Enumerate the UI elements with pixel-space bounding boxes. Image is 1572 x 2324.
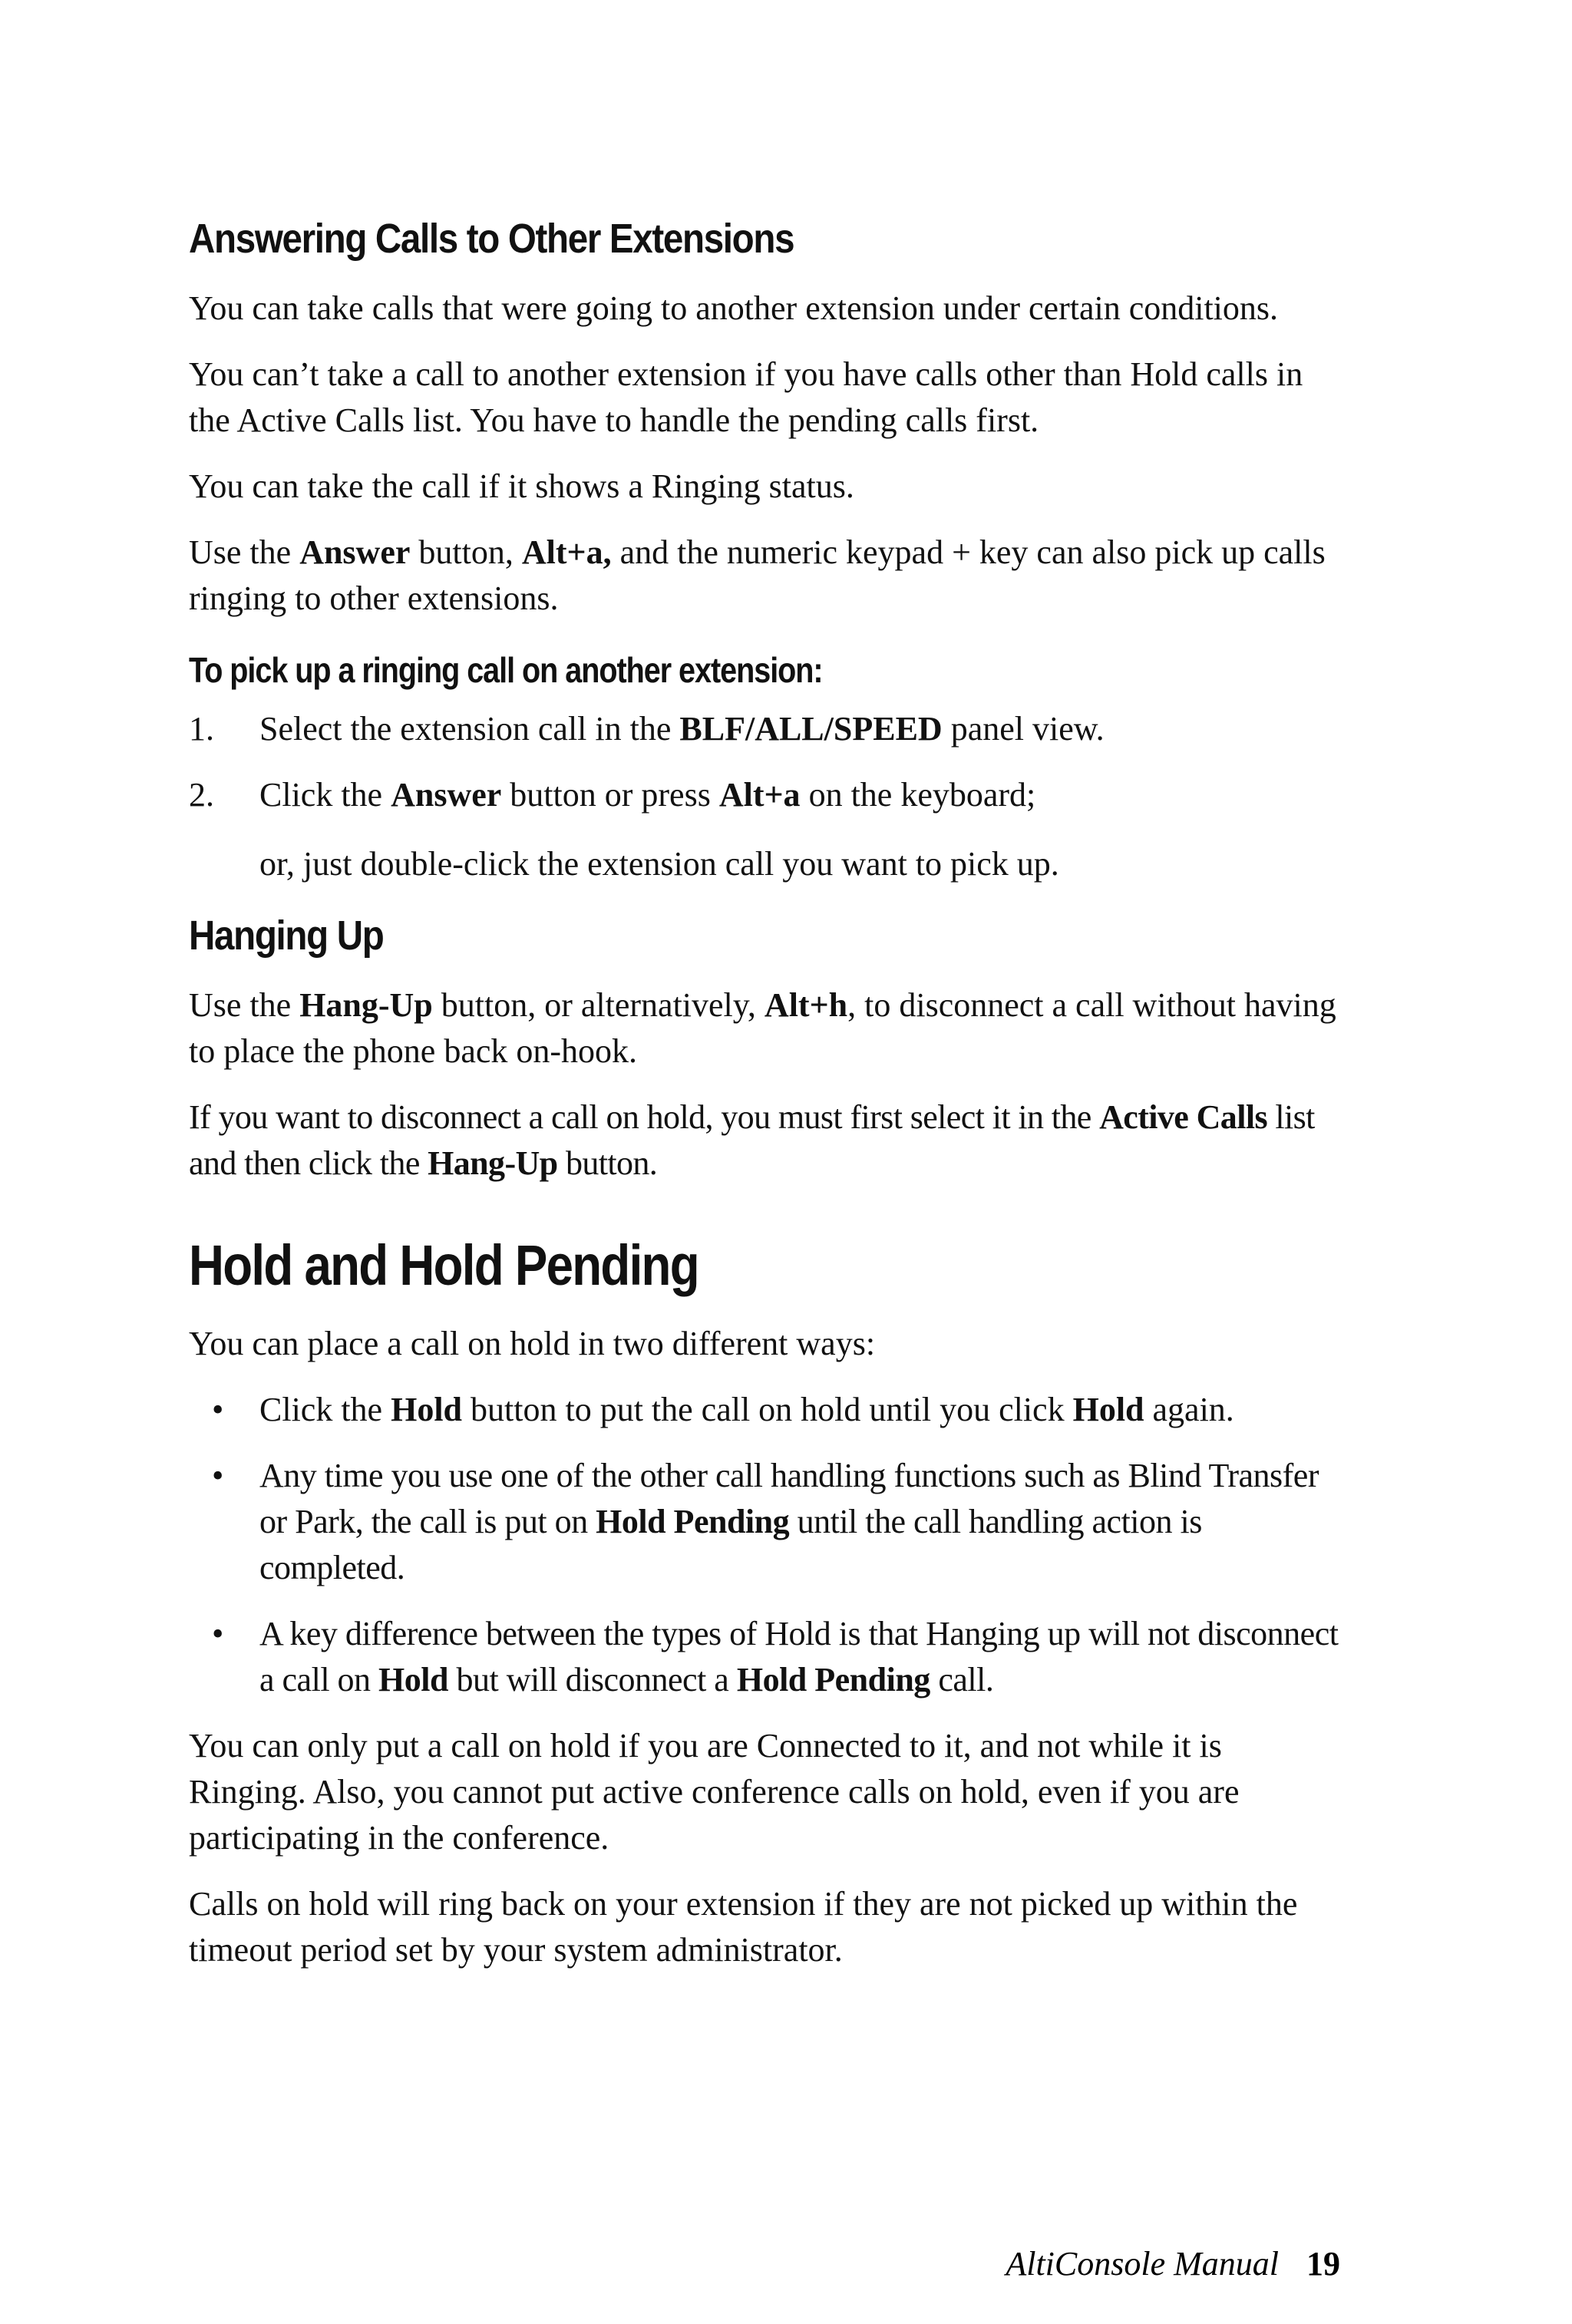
bullet-hold-button: • Click the Hold button to put the call on hold until you click Hold again. <box>189 1387 1340 1433</box>
bullet-symbol: • <box>212 1615 223 1652</box>
paragraph-ringing-status: You can take the call if it shows a Ringing status. <box>189 467 854 505</box>
procedure-step-2: 2. Click the Answer button or press Alt+a on the keyboard; <box>189 772 1340 818</box>
paragraph-cant-take-call: You can’t take a call to another extension if you have calls other than Hold calls in the Active Calls list. You have to handle the pending calls first. <box>189 355 1303 439</box>
bullet-symbol: • <box>212 1391 224 1428</box>
paragraph-take-calls: You can take calls that were going to another extension under certain conditions. <box>189 289 1279 327</box>
hold-bullet-list <box>189 1387 1340 1703</box>
paragraph-hold-conditions: You can only put a call on hold if you are Connected to it, and not while it is Ringing. Also, you cannot put active conference calls on hold, even if you are participating in the conference. <box>189 1727 1240 1857</box>
paragraph-hold-intro: You can place a call on hold in two different ways: <box>189 1325 876 1362</box>
page-content <box>189 215 1340 1973</box>
procedure-steps <box>189 706 1340 818</box>
page-number: 19 <box>1306 2245 1340 2283</box>
paragraph-answer-button: Use the Answer button, Alt+a, and the numeric keypad + key can also pick up calls ringing to other extensions. <box>189 533 1326 617</box>
paragraph-disconnect-hold: If you want to disconnect a call on hold, you must first select it in the Active Calls list and then click the Hang-Up button. <box>189 1098 1315 1182</box>
bullet-symbol: • <box>212 1457 223 1494</box>
step-number: 2. <box>189 776 214 814</box>
procedure-heading-pick-up: To pick up a ringing call on another extension: <box>189 650 823 690</box>
manual-title: AltiConsole Manual <box>1006 2245 1279 2283</box>
paragraph-ring-back: Calls on hold will ring back on your extension if they are not picked up within the timeout period set by your system administrator. <box>189 1885 1298 1969</box>
chapter-heading-hold: Hold and Hold Pending <box>189 1233 698 1297</box>
section-heading-answering-calls: Answering Calls to Other Extensions <box>189 216 794 262</box>
bullet-hold-pending: • Any time you use one of the other call handling functions such as Blind Transfer or Park, the call is put on Hold Pending until the call handling action is completed. <box>189 1453 1340 1591</box>
paragraph-hang-up-button: Use the Hang-Up button, or alternatively, Alt+h, to disconnect a call without having to place the phone back on-hook. <box>189 986 1336 1070</box>
section-heading-hanging-up: Hanging Up <box>189 913 384 959</box>
procedure-step-1: 1. Select the extension call in the BLF/ALL/SPEED panel view. <box>189 706 1340 752</box>
bullet-key-difference: • A key difference between the types of Hold is that Hanging up will not disconnect a call on Hold but will disconnect a Hold Pending call. <box>189 1611 1340 1703</box>
page-footer <box>1006 2244 1340 2283</box>
step-number: 1. <box>189 710 214 748</box>
procedure-step-2-alternative: or, just double-click the extension call you want to pick up. <box>259 845 1059 883</box>
